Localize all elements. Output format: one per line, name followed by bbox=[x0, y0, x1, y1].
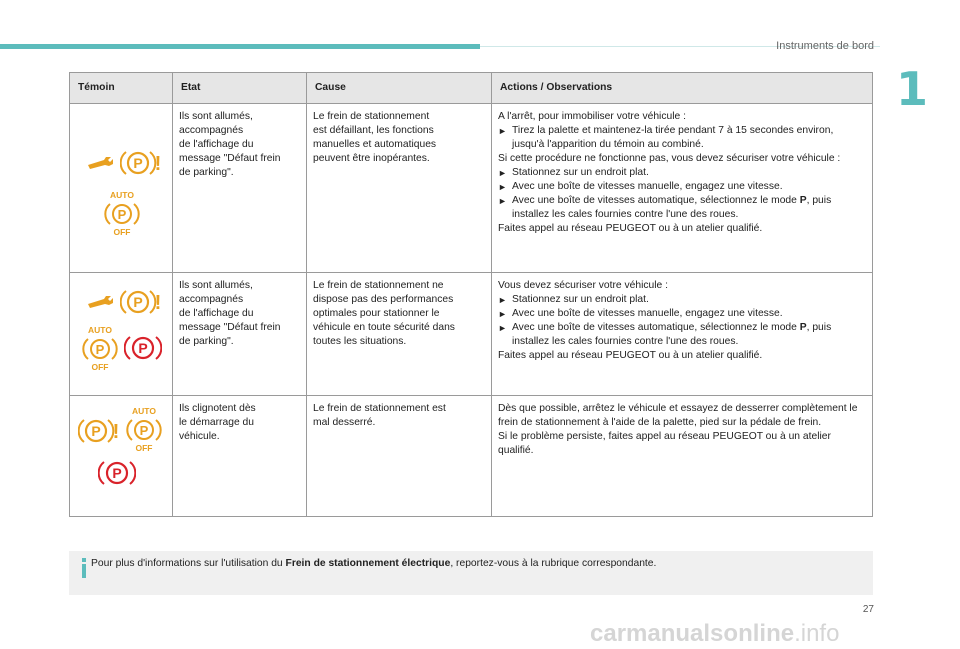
bullet-arrow-icon: ► bbox=[498, 182, 507, 192]
table-header-row bbox=[70, 73, 873, 104]
parking-brake-red-icon bbox=[98, 458, 136, 488]
cause-cell: Le frein de stationnement est mal desserré. bbox=[307, 396, 492, 517]
temoin-cell bbox=[70, 273, 173, 396]
bullet-arrow-icon: ► bbox=[498, 309, 507, 319]
table-row bbox=[70, 396, 873, 517]
svg-text:OFF: OFF bbox=[113, 227, 131, 236]
etat-cell: Ils clignotent dès le démarrage du véhicule. bbox=[173, 396, 307, 517]
etat-cell: Ils sont allumés, accompagnés de l'affichage du message "Défaut frein de parking". bbox=[173, 273, 307, 396]
actions-intro: A l'arrêt, pour immobiliser votre véhicule : bbox=[498, 111, 686, 122]
list-item: ► Avec une boîte de vitesses automatique, sélectionnez le mode P, puis installez les cales fournies contre l'une des roues. bbox=[498, 322, 832, 347]
bullet-arrow-icon: ► bbox=[498, 323, 507, 333]
svg-text:AUTO: AUTO bbox=[132, 406, 156, 416]
table-row bbox=[70, 273, 873, 396]
list-item: ► Avec une boîte de vitesses manuelle, engagez une vitesse. bbox=[498, 181, 783, 192]
info-text: Pour plus d'informations sur l'utilisation du Frein de stationnement électrique, reportez-vous à la rubrique correspondante. bbox=[91, 558, 657, 569]
parking-brake-red-icon bbox=[124, 333, 162, 363]
section-title: Instruments de bord bbox=[776, 40, 874, 52]
svg-text:P: P bbox=[133, 294, 143, 310]
svg-text:P: P bbox=[139, 423, 149, 438]
temoin-cell bbox=[70, 104, 173, 273]
cause-cell: Le frein de stationnement est défaillant, les fonctions manuelles et automatiques peuvent être inopérantes. bbox=[307, 104, 492, 273]
wrench-icon bbox=[86, 295, 114, 309]
svg-text:P: P bbox=[133, 155, 143, 171]
header-actions: Actions / Observations bbox=[492, 73, 873, 104]
actions-cell: Dès que possible, arrêtez le véhicule et essayez de desserrer complètement le frein de stationnement à l'aide de la palette, pied sur la pédale de frein. Si le problème persiste, faites appel au réseau PEUGEOT ou à un atelier qualifié. bbox=[492, 396, 873, 517]
list-item: ► Avec une boîte de vitesses automatique, sélectionnez le mode P, puis installez les cales fournies contre l'une des roues. bbox=[498, 195, 832, 220]
svg-text:OFF: OFF bbox=[135, 443, 153, 452]
wrench-icon bbox=[86, 156, 114, 170]
list-item: ► Tirez la palette et maintenez-la tirée pendant 7 à 15 secondes environ, jusqu'à l'apparition du témoin au combiné. bbox=[498, 125, 834, 150]
cause-cell: Le frein de stationnement ne dispose pas des performances optimales pour stationner le véhicule en toute sécurité dans toutes les situations. bbox=[307, 273, 492, 396]
warning-lights-table bbox=[69, 72, 873, 517]
list-item: ► Avec une boîte de vitesses manuelle, engagez une vitesse. bbox=[498, 308, 783, 319]
list-item: ► Stationnez sur un endroit plat. bbox=[498, 294, 649, 305]
table-row bbox=[70, 104, 873, 273]
svg-text:P: P bbox=[91, 423, 101, 439]
svg-text:P: P bbox=[117, 207, 127, 222]
actions-cell: Vous devez sécuriser votre véhicule : ► Stationnez sur un endroit plat. ► Avec une boîte de vitesses manuelle, engagez une vitesse. ► Avec une boîte de vitesses automatique, sélectionnez le mode P, puis installez les cales fournies contre l'une des roues. Faites appel au réseau PEUGEOT ou à un atelier qualifié. bbox=[492, 273, 873, 396]
page-number: 27 bbox=[862, 604, 874, 615]
parking-brake-fault-icon bbox=[120, 287, 162, 317]
actions-cell: A l'arrêt, pour immobiliser votre véhicule : ► Tirez la palette et maintenez-la tirée pendant 7 à 15 secondes environ, jusqu'à l'apparition du témoin au combiné. Si cette procédure ne fonctionne pas, vous devez sécuriser votre véhicule : ► Stationnez sur un endroit plat. ► Avec une boîte de vitesses manuelle, engagez une vitesse. ► Avec une boîte de vitesses automatique, sélectionnez le mode P, puis installez les cales fournies contre l'une des roues. Faites appel au réseau PEUGEOT ou à un atelier qualifié. bbox=[492, 104, 873, 273]
svg-text:AUTO: AUTO bbox=[110, 190, 134, 200]
auto-park-off-icon bbox=[124, 406, 164, 452]
svg-text:P: P bbox=[112, 465, 122, 481]
svg-text:P: P bbox=[138, 340, 148, 356]
svg-text:AUTO: AUTO bbox=[88, 325, 112, 335]
svg-text:!: ! bbox=[154, 292, 162, 314]
etat-cell: Ils sont allumés, accompagnés de l'affichage du message "Défaut frein de parking". bbox=[173, 104, 307, 273]
parking-brake-fault-icon bbox=[120, 148, 162, 178]
bullet-arrow-icon: ► bbox=[498, 295, 507, 305]
temoin-cell bbox=[70, 396, 173, 517]
watermark: carmanualsonline.info bbox=[590, 620, 840, 647]
auto-park-off-icon bbox=[80, 325, 120, 371]
svg-text:!: ! bbox=[112, 421, 120, 443]
bullet-arrow-icon: ► bbox=[498, 168, 507, 178]
svg-text:OFF: OFF bbox=[91, 362, 109, 371]
list-item: ► Stationnez sur un endroit plat. bbox=[498, 167, 649, 178]
bullet-arrow-icon: ► bbox=[498, 196, 507, 206]
header-cause: Cause bbox=[307, 73, 492, 104]
svg-text:P: P bbox=[95, 342, 105, 357]
parking-brake-fault-icon bbox=[78, 416, 120, 446]
info-icon bbox=[81, 558, 87, 578]
chapter-number: 1 bbox=[896, 62, 929, 116]
header-accent-bar bbox=[0, 44, 480, 49]
auto-park-off-icon bbox=[102, 190, 142, 236]
svg-text:!: ! bbox=[154, 153, 162, 175]
bullet-arrow-icon: ► bbox=[498, 126, 507, 136]
header-etat: Etat bbox=[173, 73, 307, 104]
header-temoin: Témoin bbox=[70, 73, 173, 104]
info-note bbox=[69, 551, 873, 595]
